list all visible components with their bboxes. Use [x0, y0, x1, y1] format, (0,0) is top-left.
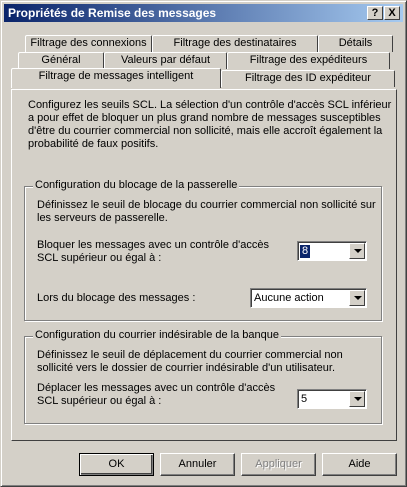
junk-description: Définissez le seuil de déplacement du courrier commercial non sollicité vers le dossier de courrier indésirable d'un utilisateur. — [37, 349, 343, 374]
block-action-value: Aucune action — [254, 292, 324, 304]
cancel-button[interactable]: Annuler — [160, 453, 235, 476]
tab-details[interactable]: Détails — [318, 35, 393, 52]
tab-valeurs-defaut[interactable]: Valeurs par défaut — [104, 52, 227, 69]
chevron-down-icon[interactable] — [349, 243, 365, 259]
chevron-down-icon[interactable] — [349, 290, 365, 306]
junk-group — [24, 329, 382, 424]
ok-button[interactable]: OK — [79, 453, 154, 476]
window-title: Propriétés de Remise des messages — [8, 6, 217, 20]
apply-button[interactable]: Appliquer — [241, 453, 316, 476]
help-button[interactable]: Aide — [322, 453, 397, 476]
title-bar[interactable] — [4, 4, 403, 22]
help-title-button[interactable]: ? — [367, 6, 383, 20]
move-threshold-label: Déplacer les messages avec un contrôle d'accès SCL supérieur ou égal à : — [37, 382, 276, 407]
block-action-label: Lors du blocage des messages : — [37, 292, 196, 304]
block-threshold-label: Bloquer les messages avec un contrôle d'accès SCL supérieur ou égal à : — [37, 239, 270, 264]
junk-group-title: Configuration du courrier indésirable de la banque — [35, 329, 279, 341]
tab-filtrage-intelligent[interactable]: Filtrage de messages intelligent — [11, 68, 221, 88]
intro-text: Configurez les seuils SCL. La sélection d'un contrôle d'accès SCL inférieur a pour effet de bloquer un plus grand nombre de messages susceptibles d'être du courrier commercial non sollicité, mais elle accroît également la probabilité de faux positifs. — [28, 99, 392, 150]
tab-general[interactable]: Général — [18, 52, 104, 69]
block-action-select[interactable] — [250, 288, 367, 308]
tab-panel — [11, 89, 397, 441]
block-threshold-value: 8 — [302, 245, 309, 257]
tab-filtrage-destinataires[interactable]: Filtrage des destinataires — [152, 35, 318, 52]
block-threshold-select[interactable] — [297, 241, 367, 261]
gateway-group — [24, 179, 382, 321]
tab-filtrage-id-expediteur[interactable]: Filtrage des ID expéditeur — [221, 70, 395, 87]
move-threshold-select[interactable] — [297, 389, 367, 409]
chevron-down-icon[interactable] — [349, 391, 365, 407]
tab-filtrage-connexions[interactable]: Filtrage des connexions — [25, 35, 152, 52]
close-icon[interactable]: X — [384, 6, 400, 20]
gateway-group-title: Configuration du blocage de la passerelle — [35, 179, 238, 191]
tab-filtrage-expediteurs[interactable]: Filtrage des expéditeurs — [227, 52, 390, 69]
move-threshold-value: 5 — [301, 393, 308, 405]
gateway-description: Définissez le seuil de blocage du courrier commercial non sollicité sur les serveurs de passerelle. — [37, 199, 376, 224]
